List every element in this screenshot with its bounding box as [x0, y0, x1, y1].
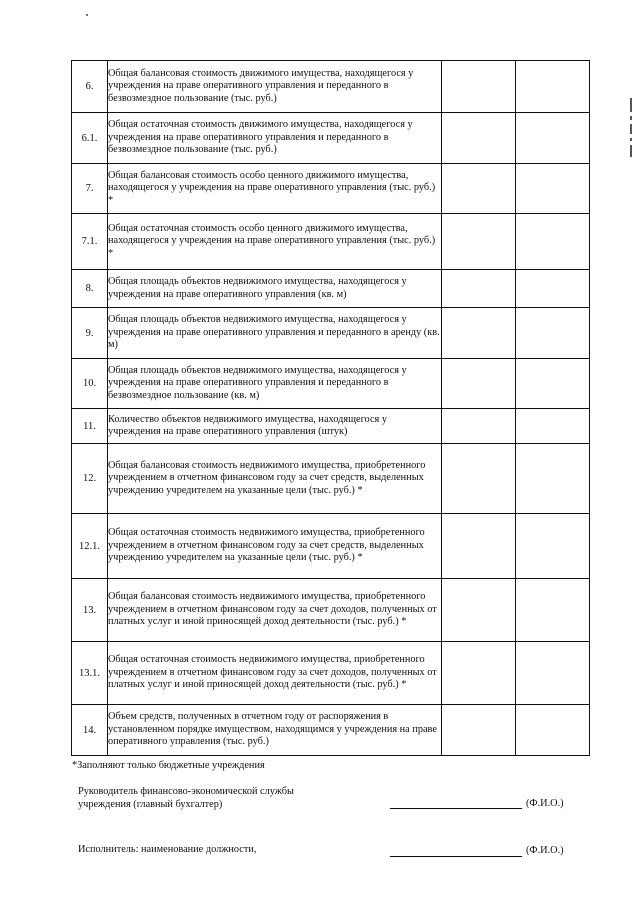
table-row	[72, 61, 590, 113]
scan-speck	[86, 14, 88, 16]
row-description: Объем средств, полученных в отчетном году от распоряжения в установленном порядке имуществом, находящимся у учреждения на праве оперативного управления (тыс. руб.)	[108, 705, 442, 756]
table-row	[72, 444, 590, 514]
value-cell-previous[interactable]	[442, 359, 516, 409]
value-cell-previous[interactable]	[442, 705, 516, 756]
row-description: Количество объектов недвижимого имущества, находящегося у учреждения на праве оперативного управления (штук)	[108, 409, 442, 444]
table-row	[72, 359, 590, 409]
value-cell-current[interactable]	[516, 164, 590, 214]
signature-line-executor[interactable]	[390, 856, 522, 857]
table-row	[72, 270, 590, 308]
row-number: 11.	[72, 409, 108, 444]
value-cell-current[interactable]	[516, 113, 590, 164]
row-description: Общая площадь объектов недвижимого имущества, находящегося у учреждения на праве оперативного управления и переданного в безвозмездное пользование (кв. м)	[108, 359, 442, 409]
row-number: 13.1.	[72, 642, 108, 705]
fio-label: (Ф.И.О.)	[526, 845, 564, 856]
row-number: 6.	[72, 61, 108, 113]
executor-label: Исполнитель: наименование должности,	[78, 844, 257, 855]
row-description: Общая остаточная стоимость движимого имущества, находящегося у учреждения на праве оперативного управления и переданного в безвозмездное пользование (тыс. руб.)	[108, 113, 442, 164]
value-cell-current[interactable]	[516, 409, 590, 444]
value-cell-current[interactable]	[516, 359, 590, 409]
scan-edge-mark	[628, 98, 634, 160]
row-number: 9.	[72, 308, 108, 359]
property-report-table	[71, 60, 590, 756]
value-cell-previous[interactable]	[442, 214, 516, 270]
value-cell-current[interactable]	[516, 579, 590, 642]
value-cell-previous[interactable]	[442, 61, 516, 113]
row-description: Общая балансовая стоимость движимого имущества, находящегося у учреждения на праве оперативного управления и переданного в безвозмездное пользование (тыс. руб.)	[108, 61, 442, 113]
chief-accountant-title	[78, 786, 294, 811]
row-description: Общая остаточная стоимость недвижимого имущества, приобретенного учреждением в отчетном финансовом году за счет доходов, полученных от платных услуг и иной приносящей доход деятельности (тыс. руб.) *	[108, 642, 442, 705]
row-description: Общая балансовая стоимость недвижимого имущества, приобретенного учреждением в отчетном финансовом году за счет средств, выделенных учреждению учредителем на указанные цели (тыс. руб.) *	[108, 444, 442, 514]
value-cell-previous[interactable]	[442, 164, 516, 214]
footnote: *Заполняют только бюджетные учреждения	[72, 760, 265, 771]
value-cell-current[interactable]	[516, 270, 590, 308]
row-number: 6.1.	[72, 113, 108, 164]
row-description: Общая остаточная стоимость недвижимого имущества, приобретенного учреждением в отчетном финансовом году за счет средств, выделенных учреждению учредителем на указанные цели (тыс. руб.) *	[108, 514, 442, 579]
value-cell-current[interactable]	[516, 514, 590, 579]
row-number: 12.1.	[72, 514, 108, 579]
signature-line-chief-accountant[interactable]	[390, 808, 522, 809]
value-cell-current[interactable]	[516, 61, 590, 113]
row-number: 7.1.	[72, 214, 108, 270]
table-row	[72, 214, 590, 270]
table-row	[72, 514, 590, 579]
row-description: Общая балансовая стоимость недвижимого имущества, приобретенного учреждением в отчетном финансовом году за счет доходов, полученных от платных услуг и иной приносящей доход деятельности (тыс. руб.) *	[108, 579, 442, 642]
row-description: Общая остаточная стоимость особо ценного движимого имущества, находящегося у учреждения на праве оперативного управления (тыс. руб.) *	[108, 214, 442, 270]
row-number: 10.	[72, 359, 108, 409]
value-cell-current[interactable]	[516, 214, 590, 270]
table-row	[72, 308, 590, 359]
row-description: Общая балансовая стоимость особо ценного движимого имущества, находящегося у учреждения на праве оперативного управления (тыс. руб.) *	[108, 164, 442, 214]
table-row	[72, 579, 590, 642]
chief-accountant-line-2: учреждения (главный бухгалтер)	[78, 798, 223, 810]
row-number: 12.	[72, 444, 108, 514]
row-number: 13.	[72, 579, 108, 642]
row-number: 8.	[72, 270, 108, 308]
value-cell-previous[interactable]	[442, 444, 516, 514]
value-cell-current[interactable]	[516, 308, 590, 359]
value-cell-current[interactable]	[516, 444, 590, 514]
table-row	[72, 113, 590, 164]
value-cell-previous[interactable]	[442, 579, 516, 642]
value-cell-previous[interactable]	[442, 113, 516, 164]
value-cell-previous[interactable]	[442, 270, 516, 308]
chief-accountant-line-1: Руководитель финансово-экономической службы	[78, 786, 294, 797]
value-cell-previous[interactable]	[442, 308, 516, 359]
row-number: 7.	[72, 164, 108, 214]
value-cell-current[interactable]	[516, 705, 590, 756]
table-row	[72, 642, 590, 705]
row-description: Общая площадь объектов недвижимого имущества, находящегося у учреждения на праве оперативного управления (кв. м)	[108, 270, 442, 308]
value-cell-previous[interactable]	[442, 642, 516, 705]
value-cell-previous[interactable]	[442, 514, 516, 579]
table-row	[72, 164, 590, 214]
value-cell-current[interactable]	[516, 642, 590, 705]
row-description: Общая площадь объектов недвижимого имущества, находящегося у учреждения на праве оперативного управления и переданного в аренду (кв. м)	[108, 308, 442, 359]
value-cell-previous[interactable]	[442, 409, 516, 444]
table-row	[72, 409, 590, 444]
fio-label: (Ф.И.О.)	[526, 798, 564, 809]
row-number: 14.	[72, 705, 108, 756]
table-row	[72, 705, 590, 756]
